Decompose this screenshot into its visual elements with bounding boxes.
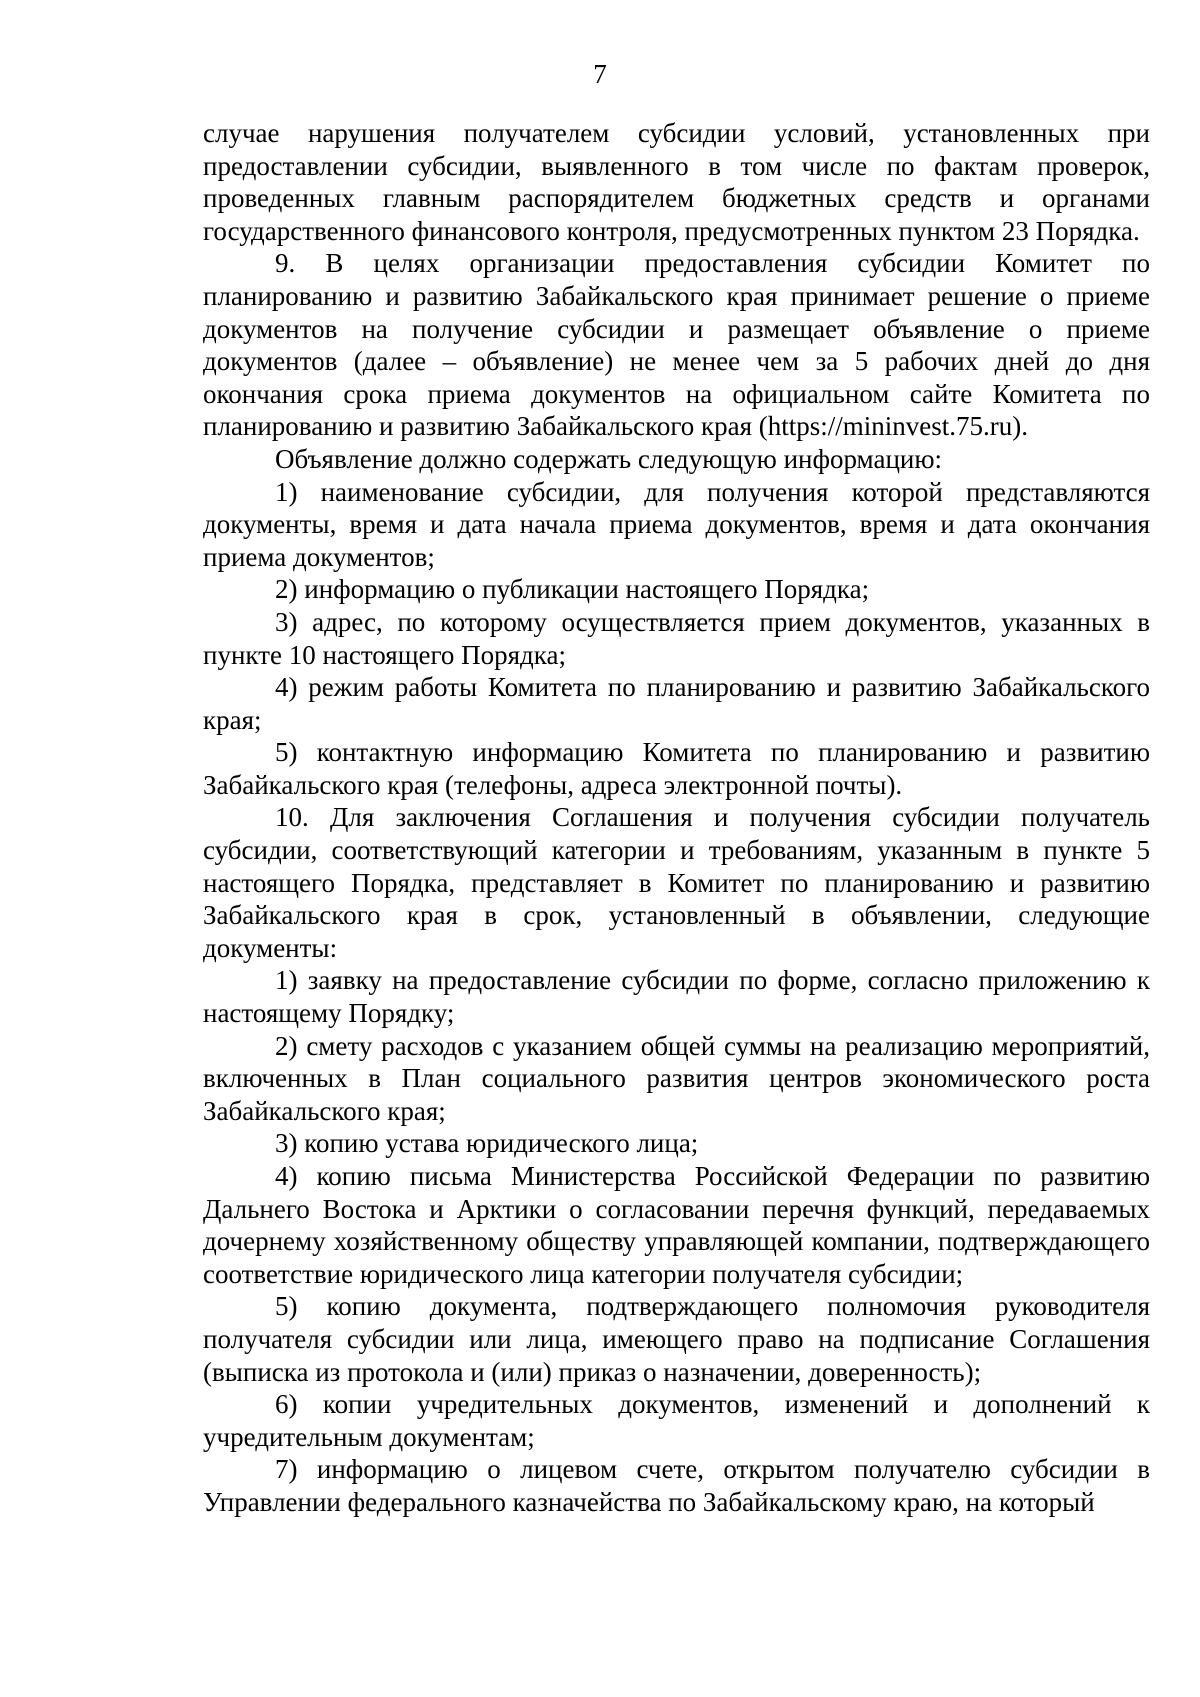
list-item-documents-1: 1) заявку на предоставление субсидии по форме, согласно приложению к настоящему Порядку; — [203, 965, 1150, 1029]
list-item-documents-7: 7) информацию о лицевом счете, открытом получателю субсидии в Управлении федерального казначейства по Забайкальскому краю, на который — [203, 1454, 1150, 1517]
list-item-documents-3: 3) копию устава юридического лица; — [275, 1128, 699, 1159]
list-item-documents-6: 6) копии учредительных документов, изменений и дополнений к учредительным документам; — [203, 1389, 1150, 1452]
paragraph-clause-9: 9. В целях организации предоставления субсидии Комитет по планированию и развитию Забайкальского края принимает решение о приеме документов на получение субсидии и размещает объявление о приеме документов (далее – объявление) не менее чем за 5 рабочих дней до дня окончания срока приема документов на официальном сайте Комитета по планированию и развитию Забайкальского края (https://mininvest.75.ru). — [203, 248, 1150, 442]
list-item-documents-5: 5) копию документа, подтверждающего полномочия руководителя получателя субсидии или лица, имеющего право на подписание Соглашения (выписка из протокола и (или) приказ о назначении, доверенность); — [203, 1291, 1150, 1387]
document-body — [203, 117, 1150, 1519]
list-item-announcement-2: 2) информацию о публикации настоящего Порядка; — [275, 574, 870, 605]
list-item-documents-2: 2) смету расходов с указанием общей суммы на реализацию мероприятий, включенных в План социального развития центров экономического роста Забайкальского края; — [203, 1030, 1150, 1126]
paragraph-continuation: случае нарушения получателем субсидии условий, установленных при предоставлении субсидии, выявленного в том числе по фактам проверок, проведенных главным распорядителем бюджетных средств и органами государственного финансового контроля, предусмотренных пунктом 23 Порядка. — [203, 118, 1150, 246]
list-item-announcement-3: 3) адрес, по которому осуществляется прием документов, указанных в пункте 10 настоящего Порядка; — [203, 606, 1150, 670]
list-item-announcement-5: 5) контактную информацию Комитета по планированию и развитию Забайкальского края (телефоны, адреса электронной почты). — [203, 737, 1150, 800]
page-number: 7 — [593, 59, 607, 89]
paragraph-announcement-intro: Объявление должно содержать следующую информацию: — [275, 443, 943, 474]
list-item-announcement-4: 4) режим работы Комитета по планированию и развитию Забайкальского края; — [203, 672, 1150, 735]
list-item-announcement-1: 1) наименование субсидии, для получения которой представляются документы, время и дата начала приема документов, время и дата окончания приема документов; — [203, 476, 1150, 572]
list-item-documents-4: 4) копию письма Министерства Российской Федерации по развитию Дальнего Востока и Арктики о согласовании перечня функций, передаваемых дочернему хозяйственному обществу управляющей компании, подтверждающего соответствие юридического лица категории получателя субсидии; — [203, 1161, 1150, 1289]
paragraph-clause-10: 10. Для заключения Соглашения и получения субсидии получатель субсидии, соответствующий категории и требованиям, указанным в пункте 5 настоящего Порядка, представляет в Комитет по планированию и развитию Забайкальского края в срок, установленный в объявлении, следующие документы: — [203, 802, 1150, 963]
